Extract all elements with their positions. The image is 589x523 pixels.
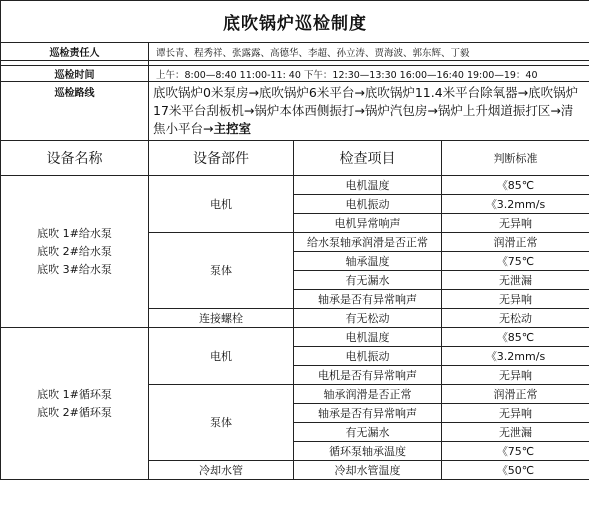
check-standard: 《3.2mm/s [442,347,589,366]
check-item: 轴承是否有异常响声 [294,404,442,423]
part-name: 连接螺栓 [149,309,294,328]
check-item: 电机是否有异常响声 [294,366,442,385]
check-standard: 无松动 [442,309,589,328]
responsible-value: 谭长青、程秀祥、张露露、高德华、李超、孙立涛、贾海波、郭东辉、丁毅 [149,43,589,61]
check-item: 轴承温度 [294,252,442,271]
check-item: 电机异常响声 [294,214,442,233]
check-item: 有无漏水 [294,423,442,442]
route-value [149,82,589,141]
part-name: 电机 [149,328,294,385]
check-standard: 《75℃ [442,252,589,271]
device-names-cell [1,328,149,480]
check-standard: 无异响 [442,290,589,309]
check-standard: 无泄漏 [442,423,589,442]
time-value: 上午：8:00—8:40 11:00-11: 40 下午：12:30—13:30 16:00—16:40 19:00—19：40 [149,66,589,82]
check-item: 轴承润滑是否正常 [294,385,442,404]
check-item: 电机振动 [294,195,442,214]
check-item: 循环泵轴承温度 [294,442,442,461]
check-item: 冷却水管温度 [294,461,442,480]
route-label: 巡检路线 [1,82,149,141]
check-standard: 《75℃ [442,442,589,461]
header-standard: 判断标准 [442,141,589,176]
check-standard: 《50℃ [442,461,589,480]
header-item: 检查项目 [294,141,442,176]
check-item: 电机振动 [294,347,442,366]
part-name: 电机 [149,176,294,233]
device-name: 底吹 3#给水泵 [37,262,112,276]
header-device: 设备名称 [1,141,149,176]
responsible-label: 巡检责任人 [1,43,149,61]
time-label: 巡检时间 [1,66,149,82]
check-standard: 润滑正常 [442,233,589,252]
check-item: 有无漏水 [294,271,442,290]
check-standard: 无异响 [442,404,589,423]
check-item: 电机温度 [294,328,442,347]
check-item: 轴承是否有异常响声 [294,290,442,309]
check-standard: 《85℃ [442,328,589,347]
check-item: 给水泵轴承润滑是否正常 [294,233,442,252]
table-row [1,328,589,347]
part-name: 泵体 [149,233,294,309]
check-standard: 《3.2mm/s [442,195,589,214]
check-item: 电机温度 [294,176,442,195]
device-name: 底吹 2#循环泵 [37,405,112,419]
document-title: 底吹锅炉巡检制度 [1,1,589,43]
device-name: 底吹 2#给水泵 [37,244,112,258]
check-standard: 无异响 [442,366,589,385]
check-standard: 润滑正常 [442,385,589,404]
check-standard: 无泄漏 [442,271,589,290]
device-name: 底吹 1#给水泵 [37,226,112,240]
part-name: 冷却水管 [149,461,294,480]
check-standard: 《85℃ [442,176,589,195]
route-text: 底吹锅炉0米泵房→底吹锅炉6米平台→底吹锅炉11.4米平台除氧器→底吹锅炉17米平台刮板机→锅炉本体西侧振打→锅炉汽包房→锅炉上升烟道振打区→清焦小平台→ [153,85,579,136]
header-part: 设备部件 [149,141,294,176]
table-row [1,176,589,195]
device-name: 底吹 1#循环泵 [37,387,112,401]
check-item: 有无松动 [294,309,442,328]
device-names-cell [1,176,149,328]
part-name: 泵体 [149,385,294,461]
route-end: 主控室 [213,121,251,136]
check-standard: 无异响 [442,214,589,233]
